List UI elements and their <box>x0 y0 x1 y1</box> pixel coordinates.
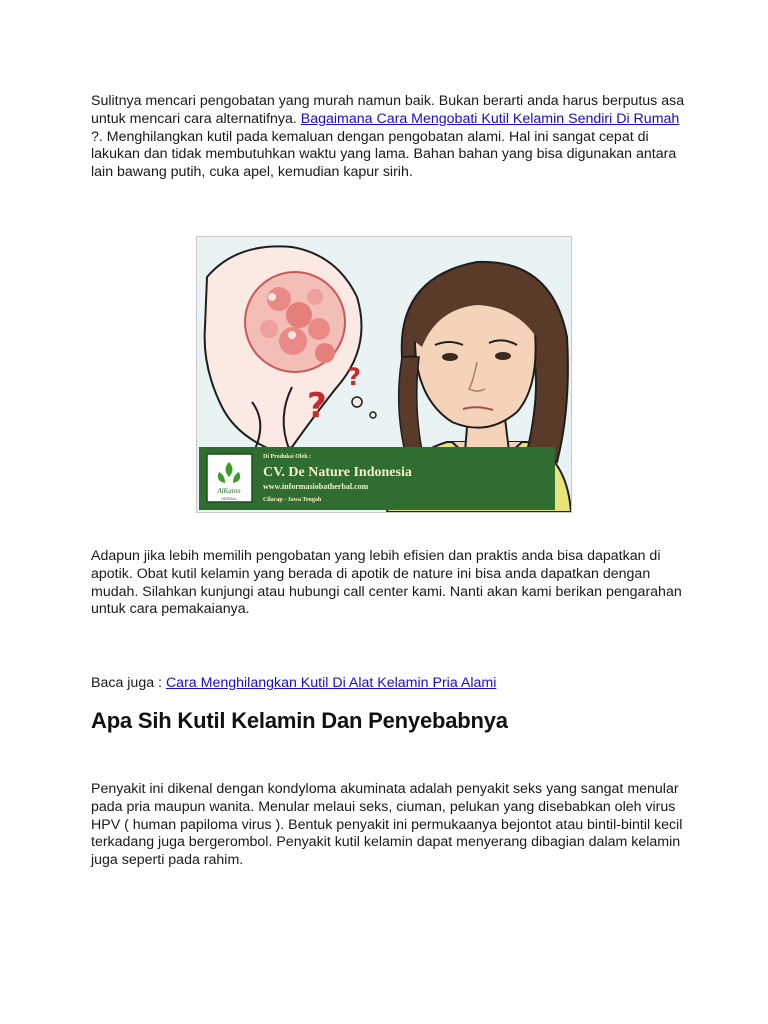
section-heading: Apa Sih Kutil Kelamin Dan Penyebabnya <box>91 708 508 733</box>
intro-text-after: ?. Menghilangkan kutil pada kemaluan dengan pengobatan alami. Hal ini sangat cepat di lakukan dan tidak membutuhkan waktu yang lama. Bahan bahan yang bisa digunakan antara lain bawang putih, cuka apel, kemudian kapur sirih. <box>91 128 677 181</box>
sign-location: Cilacap - Jawa Tengah <box>263 497 322 503</box>
illustration-woman-worried <box>196 236 572 513</box>
producer-sign <box>199 447 555 510</box>
logo-subtext: HERBAL <box>220 496 238 501</box>
intro-text-before: Sulitnya mencari pengobatan yang murah namun baik. Bukan berarti anda harus berputus asa untuk mencari cara alternatifnya. <box>91 93 685 127</box>
question-mark-large: ? <box>307 386 327 426</box>
apotik-paragraph: Adapun jika lebih memilih pengobatan yang lebih efisien dan praktis anda bisa dapatkan di apotik. Obat kutil kelamin yang berada di apotik de nature ini bisa anda dapatkan dengan mudah. Silahkan kunjungi atau hubungi call center kami. Nanti akan kami berikan pengarahan untuk cara pemakaianya. <box>91 548 682 618</box>
baca-juga-label: Baca juga : <box>91 675 166 691</box>
link-bagaimana-cara-mengobati[interactable]: Bagaimana Cara Mengobati Kutil Kelamin Sendiri Di Rumah <box>300 110 680 127</box>
baca-juga-line <box>91 675 691 693</box>
question-mark-small: ? <box>347 363 361 391</box>
link-cara-menghilangkan-kutil[interactable]: Cara Menghilangkan Kutil Di Alat Kelamin Pria Alami <box>165 675 497 691</box>
intro-paragraph <box>91 93 691 182</box>
penyakit-paragraph: Penyakit ini dikenal dengan kondyloma akuminata adalah penyakit seks yang sangat menular pada pria maupun wanita. Menular melaui seks, ciuman, pelukan yang disebabkan oleh virus HPV ( human papiloma virus ). Bentuk penyakit ini permukaanya bejontot atau bintil-bintil kecil terkadang juga bergerombol. Penyakit kutil kelamin dapat menyerang dibagian dalam kelamin juga seperti pada rahim. <box>91 781 683 869</box>
sign-header: Di Produksi Oleh : <box>263 454 312 460</box>
logo-text: AlKaton <box>217 487 241 495</box>
sign-company: CV. De Nature Indonesia <box>263 465 412 480</box>
sign-url: www.informasiobatherbal.com <box>263 482 369 491</box>
